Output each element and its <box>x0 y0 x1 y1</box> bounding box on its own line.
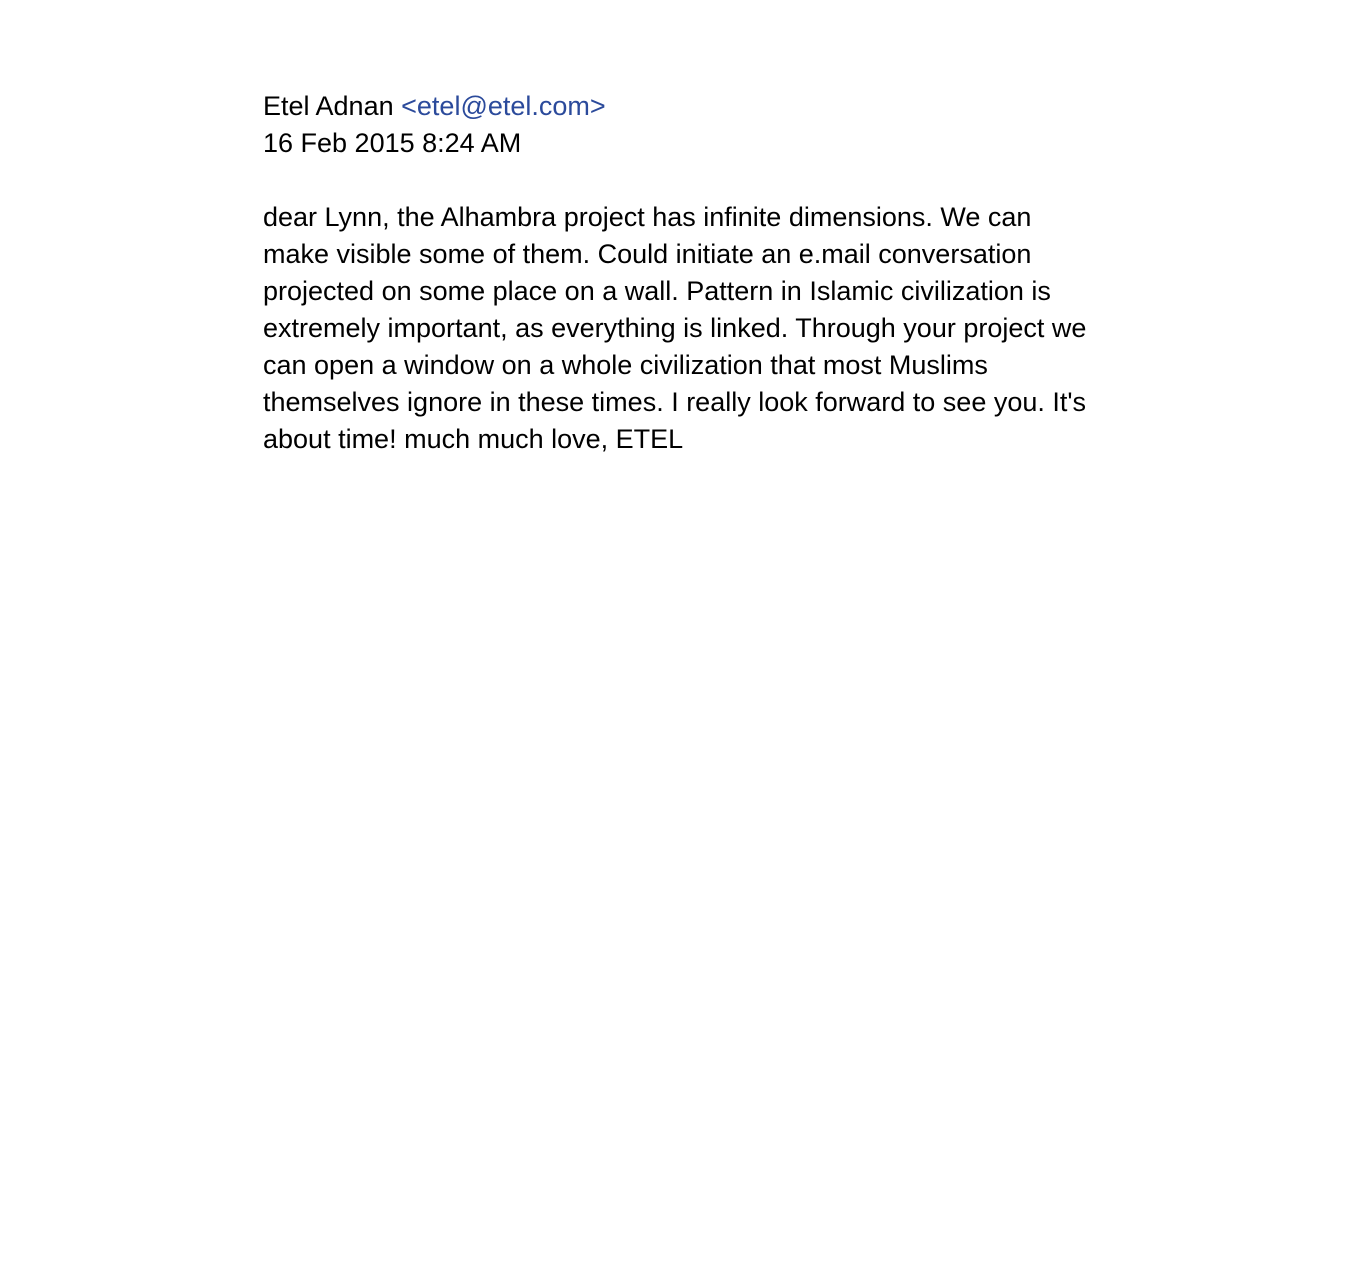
email-message <box>263 88 1087 458</box>
email-date: 16 Feb 2015 8:24 AM <box>263 128 522 158</box>
email-from-line <box>263 88 1087 125</box>
sender-name: Etel Adnan <box>263 91 394 121</box>
email-body: dear Lynn, the Alhambra project has infinite dimensions. We can make visible some of them. Could initiate an e.mail conversation projected on some place on a wall. Pattern in Islamic civilization is extremely important, as everything is linked. Through your project we can open a window on a whole civilization that most Muslims themselves ignore in these times. I really look forward to see you. It's about time! much much love, ETEL <box>263 202 1087 454</box>
sender-email-link[interactable]: <etel@etel.com> <box>401 91 606 121</box>
email-header <box>263 88 1087 162</box>
